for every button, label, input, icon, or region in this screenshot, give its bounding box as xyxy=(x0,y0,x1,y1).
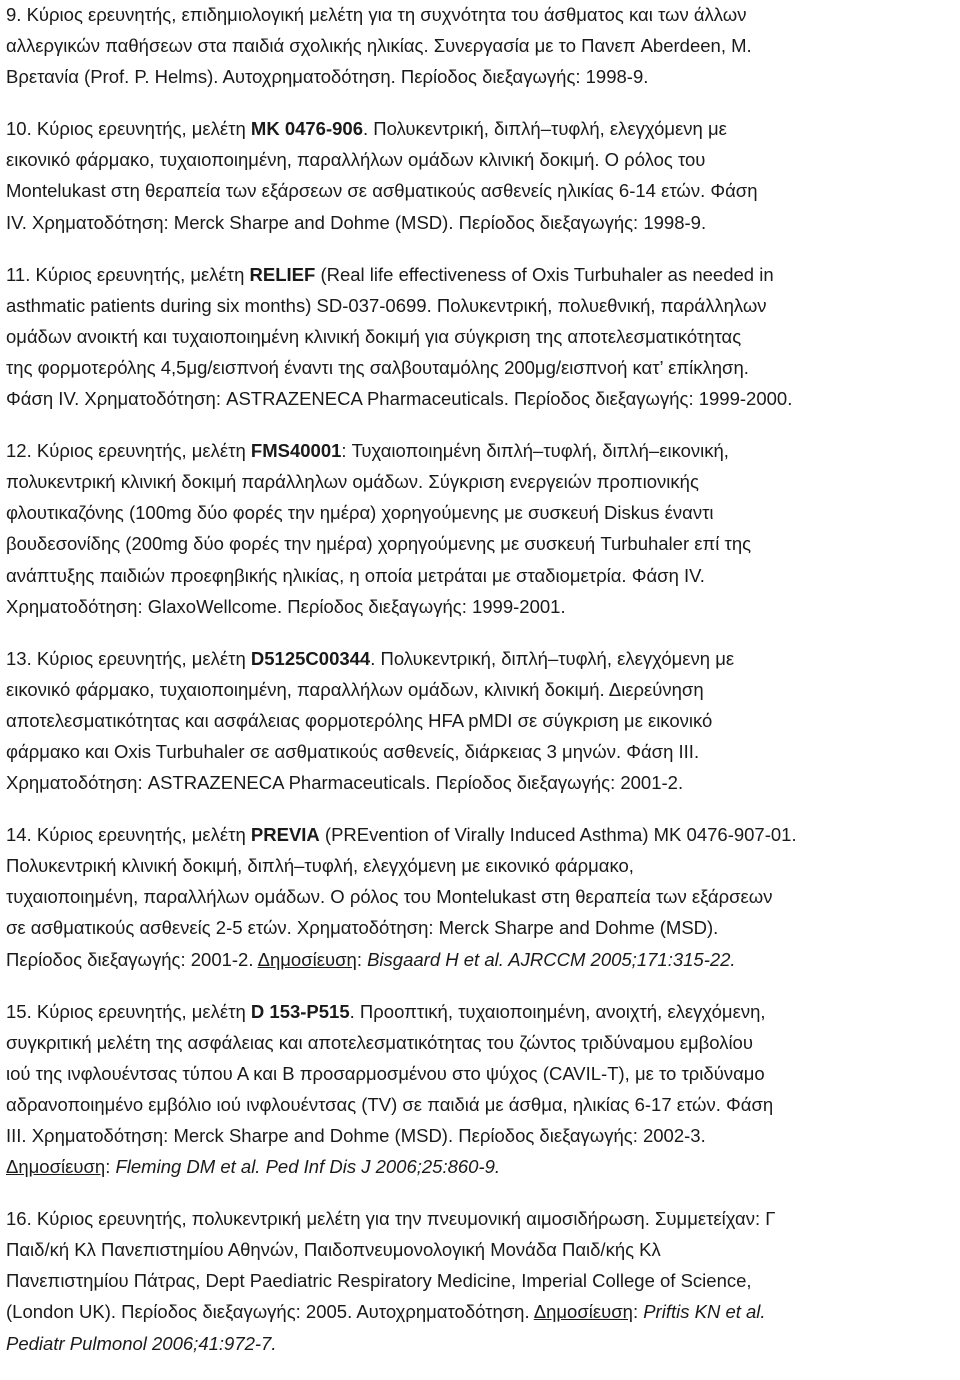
text-segment: (London UK). Περίοδος διεξαγωγής: 2005. Αυτοχρηματοδότηση. xyxy=(6,1301,534,1323)
research-entry xyxy=(6,435,960,622)
text-line xyxy=(6,61,960,92)
text-segment: 12. Κύριος ερευνητής, μελέτη xyxy=(6,440,251,462)
text-segment: 11. Κύριος ερευνητής, μελέτη xyxy=(6,263,250,285)
text-line xyxy=(6,1296,960,1327)
text-line xyxy=(6,560,960,591)
study-code: RELIEF xyxy=(249,263,316,285)
text-segment: Παιδ/κή Κλ Πανεπιστημίου Αθηνών, Παιδοπνευμονολογική Μονάδα Παιδ/κής Κλ xyxy=(6,1239,661,1261)
text-line xyxy=(6,528,960,559)
text-line xyxy=(6,352,960,383)
text-segment: σε ασθματικούς ασθενείς 2-5 ετών. Χρηματοδότηση: Merck Sharpe and Dohme (MSD). xyxy=(6,917,719,939)
text-segment: Χρηματοδότηση: ASTRAZENECA Pharmaceuticals. Περίοδος διεξαγωγής: 2001-2. xyxy=(6,772,684,794)
research-entry xyxy=(6,819,960,974)
publication-label: Δημοσίευση xyxy=(257,948,357,970)
text-segment: συγκριτική μελέτη της ασφάλειας και αποτελεσματικότητας του ζώντος τριδύναμου εμβολίου xyxy=(6,1031,753,1053)
publication-label: Δημοσίευση xyxy=(533,1301,633,1323)
text-line xyxy=(6,1203,960,1234)
text-line xyxy=(6,944,960,975)
research-entry xyxy=(6,259,960,414)
research-entry xyxy=(6,643,960,798)
text-line xyxy=(6,1120,960,1151)
text-line xyxy=(6,1089,960,1120)
study-code: PREVIA xyxy=(250,824,320,846)
text-segment: πολυκεντρική κλινική δοκιμή παράλληλων ομάδων. Σύγκριση ενεργειών προπιονικής xyxy=(6,471,699,493)
text-segment: ιού της ινφλουέντσας τύπου Α και Β προσαρμοσμένου στο ψύχος (CAVIL-T), με το τριδύναμο xyxy=(6,1062,765,1084)
text-segment: . Πολυκεντρική, διπλή–τυφλή, ελεγχόμενη με xyxy=(370,647,735,669)
text-segment: εικονικό φάρμακο, τυχαιοποιημένη, παραλλήλων ομάδων, κλινική δοκιμή. Διερεύνηση xyxy=(6,678,704,700)
text-segment: φλουτικαζόνης (100mg δύο φορές την ημέρα) χορηγούμενης με συσκευή Diskus έναντι xyxy=(6,502,714,524)
document-page xyxy=(6,0,960,1380)
citation: Fleming DM et al. Ped Inf Dis J 2006;25:860-9. xyxy=(115,1156,501,1178)
text-segment: : xyxy=(632,1301,644,1323)
research-entry xyxy=(6,1203,960,1358)
citation: Pediatr Pulmonol 2006;41:972-7. xyxy=(6,1332,277,1354)
study-code: FMS40001 xyxy=(250,440,342,462)
text-line xyxy=(6,591,960,622)
text-line xyxy=(6,912,960,943)
text-segment: Montelukast στη θεραπεία των εξάρσεων σε ασθματικούς ασθενείς ηλικίας 6-14 ετών. Φάση xyxy=(6,180,758,202)
text-segment: (Real life effectiveness of Oxis Turbuhaler as needed in xyxy=(315,263,774,285)
citation: Priftis KN et al. xyxy=(643,1301,766,1323)
text-line xyxy=(6,850,960,881)
text-segment: Βρετανία (Prof. P. Helms). Αυτοχρηματοδότηση. Περίοδος διεξαγωγής: 1998-9. xyxy=(6,66,649,88)
text-segment: αποτελεσματικότητας και ασφάλειας φορμοτερόλης HFA pMDI σε σύγκριση με εικονικό xyxy=(6,709,713,731)
text-line xyxy=(6,1234,960,1265)
text-line xyxy=(6,321,960,352)
text-segment: III. Χρηματοδότηση: Merck Sharpe and Dohme (MSD). Περίοδος διεξαγωγής: 2002-3. xyxy=(6,1125,706,1146)
text-segment: βουδεσονίδης (200mg δύο φορές την ημέρα) χορηγούμενης με συσκευή Turbuhaler επί της xyxy=(6,533,752,555)
text-line xyxy=(6,30,960,61)
text-line xyxy=(6,497,960,528)
text-line xyxy=(6,259,960,290)
text-segment: Πολυκεντρική κλινική δοκιμή, διπλή–τυφλή, ελεγχόμενη με εικονικό φάρμακο, xyxy=(6,855,634,877)
text-line xyxy=(6,881,960,912)
study-code: MK 0476-906 xyxy=(250,118,363,140)
text-line xyxy=(6,996,960,1027)
text-segment: 14. Κύριος ερευνητής, μελέτη xyxy=(6,824,251,846)
text-line xyxy=(6,705,960,736)
text-segment: Χρηματοδότηση: GlaxoWellcome. Περίοδος διεξαγωγής: 1999-2001. xyxy=(6,595,566,617)
study-code: D 153-P515 xyxy=(250,1000,350,1022)
text-segment: IV. Χρηματοδότηση: Merck Sharpe and Dohme (MSD). Περίοδος διεξαγωγής: 1998-9. xyxy=(6,211,707,233)
text-segment: αλλεργικών παθήσεων στα παιδιά σχολικής ηλικίας. Συνεργασία με το Πανεπ Aberdeen, Μ. xyxy=(6,35,752,57)
text-line xyxy=(6,736,960,767)
text-segment: : Τυχαιοποιημένη διπλή–τυφλή, διπλή–εικονική, xyxy=(341,440,729,462)
publication-label: Δημοσίευση xyxy=(6,1156,106,1178)
text-line xyxy=(6,643,960,674)
text-line xyxy=(6,113,960,144)
text-segment: 13. Κύριος ερευνητής, μελέτη xyxy=(6,647,251,669)
text-line xyxy=(6,466,960,497)
text-segment: της φορμοτερόλης 4,5μg/εισπνοή έναντι της σαλβουταμόλης 200μg/εισπνοή κατ’ επίκληση. xyxy=(6,356,749,378)
text-segment: ανάπτυξης παιδιών προεφηβικής ηλικίας, η οποία μετράται με σταδιομετρία. Φάση IV. xyxy=(6,564,705,586)
research-entry xyxy=(6,0,960,92)
text-segment: Φάση IV. Χρηματοδότηση: ASTRAZENECA Pharmaceuticals. Περίοδος διεξαγωγής: 1999-2000. xyxy=(6,388,793,410)
text-line xyxy=(6,1058,960,1089)
research-entry xyxy=(6,113,960,237)
citation: Bisgaard H et al. AJRCCM 2005;171:315-22. xyxy=(367,948,736,970)
text-line xyxy=(6,175,960,206)
text-line xyxy=(6,819,960,850)
text-segment: ομάδων ανοικτή και τυχαιοποιημένη κλινική δοκιμή για σύγκριση της αποτελεσματικότητας xyxy=(6,325,742,347)
text-line xyxy=(6,674,960,705)
text-segment: : xyxy=(356,948,368,970)
text-line xyxy=(6,1027,960,1058)
text-line xyxy=(6,1151,960,1182)
text-line xyxy=(6,767,960,798)
text-segment: . Πολυκεντρική, διπλή–τυφλή, ελεγχόμενη με xyxy=(363,118,727,140)
text-line xyxy=(6,144,960,175)
text-segment: αδρανοποιημένο εμβόλιο ιού ινφλουέντσας (TV) σε παιδιά με άσθμα, ηλικίας 6-17 ετών. Φάση xyxy=(6,1093,774,1115)
text-line xyxy=(6,1328,960,1359)
text-line xyxy=(6,0,960,30)
research-entry xyxy=(6,996,960,1183)
text-segment: Πανεπιστημίου Πάτρας, Dept Paediatric Respiratory Medicine, Imperial College of Science, xyxy=(6,1270,752,1292)
text-segment: 15. Κύριος ερευνητής, μελέτη xyxy=(6,1000,251,1022)
text-line xyxy=(6,435,960,466)
text-segment: τυχαιοποιημένη, παραλλήλων ομάδων. Ο ρόλος του Montelukast στη θεραπεία των εξάρσεων xyxy=(6,886,773,908)
text-segment: . Προοπτική, τυχαιοποιημένη, ανοιχτή, ελεγχόμενη, xyxy=(349,1000,766,1022)
text-line xyxy=(6,290,960,321)
text-segment: 9. Κύριος ερευνητής, επιδημιολογική μελέτη για τη συχνότητα του άσθματος και των άλλων xyxy=(6,4,747,25)
text-segment: φάρμακο και Oxis Turbuhaler σε ασθματικούς ασθενείς, διάρκειας 3 μηνών. Φάση III. xyxy=(6,740,700,762)
text-line xyxy=(6,207,960,238)
text-segment: (PREvention of Virally Induced Asthma) MK 0476-907-01. xyxy=(319,824,797,846)
text-segment: asthmatic patients during six months) SD-037-0699. Πολυκεντρική, πολυεθνική, παράλληλων xyxy=(6,294,767,316)
text-segment: : xyxy=(105,1156,116,1178)
text-segment: 10. Κύριος ερευνητής, μελέτη xyxy=(6,118,251,140)
text-segment: 16. Κύριος ερευνητής, πολυκεντρική μελέτη για την πνευμονική αιμοσιδήρωση. Συμμετείχαν: Γ xyxy=(6,1208,776,1230)
text-line xyxy=(6,1265,960,1296)
text-segment: Περίοδος διεξαγωγής: 2001-2. xyxy=(6,948,258,970)
text-segment: εικονικό φάρμακο, τυχαιοποιημένη, παραλλήλων ομάδων κλινική δοκιμή. Ο ρόλος του xyxy=(6,149,706,171)
study-code: D5125C00344 xyxy=(250,647,371,669)
text-line xyxy=(6,383,960,414)
